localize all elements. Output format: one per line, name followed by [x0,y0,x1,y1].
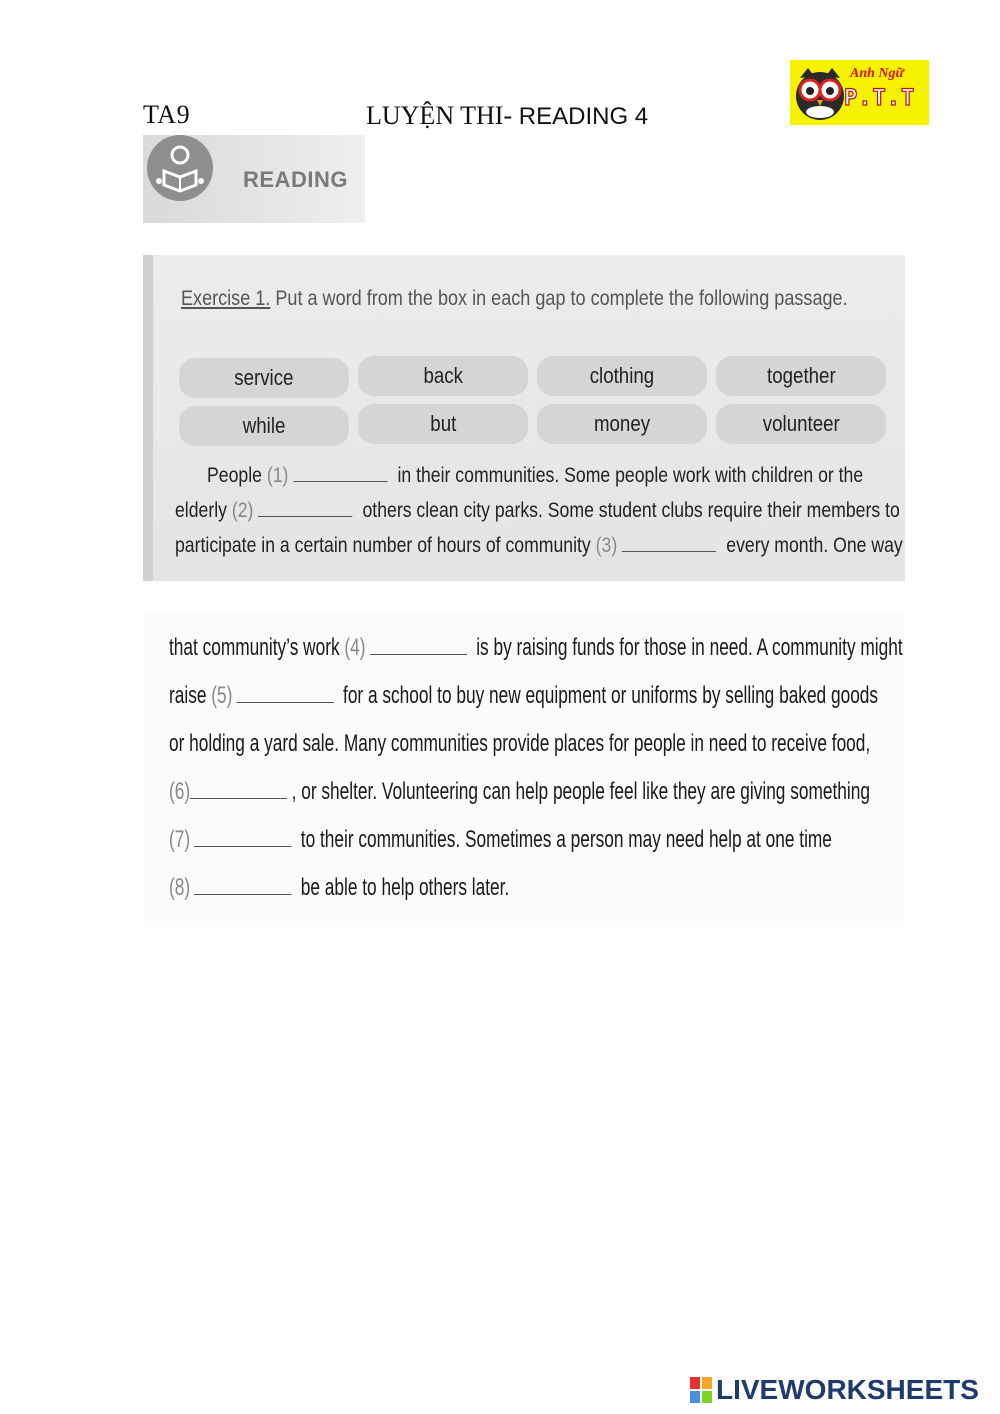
worksheet-code: TA9 [143,100,191,129]
word-box-item: volunteer [716,404,886,444]
logo-top-text: Anh Ngữ [850,66,904,81]
word-box-item: back [358,356,528,396]
logo-main-text: P.T.T [844,86,916,111]
word-box-item: clothing [537,356,707,396]
reading-label: READING [243,167,348,192]
ptt-logo [790,60,929,125]
passage-line: (7) to their communities. Sometimes a person may need help at one time [169,826,832,853]
answer-blank-8[interactable] [194,878,291,895]
exercise-scan-bottom [143,612,905,927]
answer-blank-4[interactable] [370,638,467,655]
title-sans: READING 4 [512,103,649,130]
exercise-number: Exercise 1. [181,287,271,310]
word-box-item: money [537,404,707,444]
page-title [366,100,648,131]
liveworksheets-icon [690,1377,712,1403]
word-box-item: while [179,406,349,446]
answer-blank-5[interactable] [237,686,334,703]
passage-line: raise (5) for a school to buy new equipment or uniforms by selling baked goods [169,682,879,709]
reading-banner [143,135,365,223]
answer-blank-7[interactable] [194,830,291,847]
word-box-item: together [716,356,886,396]
word-box-item: but [358,404,528,444]
reader-icon [147,135,213,201]
passage-line: People (1) in their communities. Some people work with children or the [207,464,864,487]
passage-line: or holding a yard sale. Many communities provide places for people in need to receive food, [169,730,871,757]
liveworksheets-footer[interactable] [690,1374,979,1406]
answer-blank-1[interactable] [293,467,387,482]
answer-blank-2[interactable] [258,502,352,517]
passage-line: participate in a certain number of hours of community (3) every month. One way [175,534,903,557]
word-box-item: service [179,358,349,398]
title-serif: LUYỆN THI- [366,101,513,130]
answer-blank-3[interactable] [622,537,716,552]
passage-line: (8) be able to help others later. [169,874,510,901]
exercise-text: Put a word from the box in each gap to complete the following passage. [270,287,848,310]
passage-line: elderly (2) others clean city parks. Some student clubs require their members to [175,499,900,522]
exercise-instruction [181,287,848,311]
answer-blank-6[interactable] [190,782,287,799]
owl-icon [792,62,852,124]
passage-line: that community’s work (4) is by raising funds for those in need. A community might [169,634,903,661]
liveworksheets-brand: LIVEWORKSHEETS [716,1374,979,1405]
exercise-scan-top [143,255,905,581]
passage-line: (6) , or shelter. Volunteering can help people feel like they are giving something [169,778,870,805]
